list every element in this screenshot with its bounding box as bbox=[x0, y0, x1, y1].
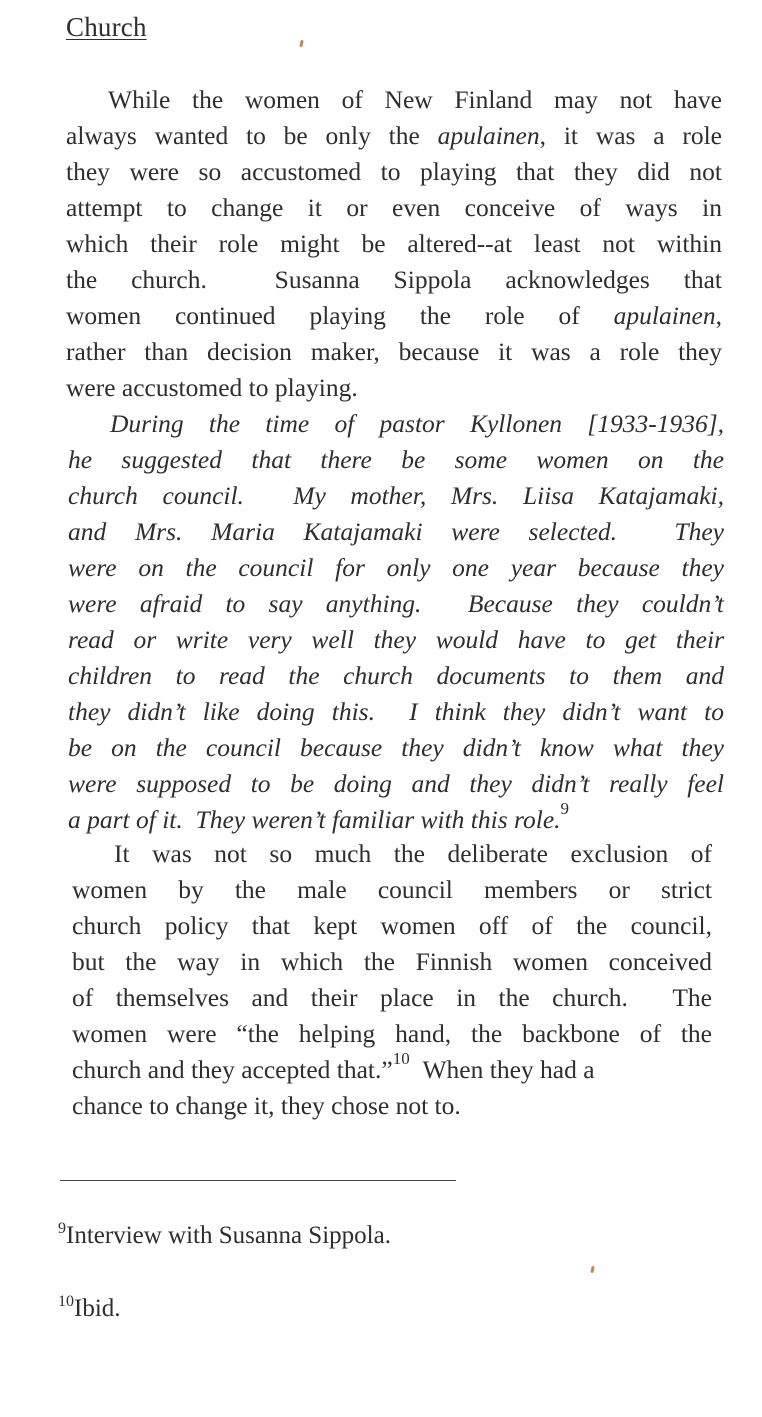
text-line: were accustomed to playing. bbox=[66, 373, 358, 402]
body-paragraph-1 bbox=[66, 82, 722, 406]
quote-line: were afraid to say anything. Because they couldn’t bbox=[68, 589, 724, 618]
footnote-9 bbox=[58, 1221, 391, 1251]
text-line: they were so accustomed to playing that they did not bbox=[66, 157, 722, 186]
quote-line: a part of it. They weren’t familiar with this role.$^9$ bbox=[68, 799, 570, 834]
text-line: attempt to change it or even conceive of ways in bbox=[66, 193, 722, 222]
text-line: but the way in which the Finnish women conceived bbox=[72, 947, 712, 976]
text-line: While the women of New Finland may not have bbox=[108, 85, 722, 114]
footnote-text: Interview with Susanna Sippola. bbox=[66, 1222, 391, 1249]
text-line: It was not so much the deliberate exclusion of bbox=[114, 839, 712, 868]
italic-term: apulainen bbox=[437, 121, 540, 150]
quote-line: be on the council because they didn’t know what they bbox=[68, 733, 724, 762]
quote-line: children to read the church documents to them and bbox=[68, 661, 724, 690]
footnote-10 bbox=[58, 1294, 121, 1324]
italic-term: apulainen bbox=[613, 301, 716, 330]
text-line: women by the male council members or strict bbox=[72, 875, 712, 904]
quote-line: church council. My mother, Mrs. Liisa Katajamaki, bbox=[68, 481, 724, 510]
text-line: the church. Susanna Sippola acknowledges that bbox=[66, 265, 722, 294]
footnote-text: Ibid. bbox=[74, 1295, 121, 1322]
text-line: which their role might be altered--at least not within bbox=[66, 229, 722, 258]
text-line: women were “the helping hand, the backbone of the bbox=[72, 1019, 712, 1048]
text-line: women continued playing the role of apulainen, bbox=[66, 301, 722, 330]
text-line: always wanted to be only the apulainen, it was a role bbox=[66, 121, 722, 150]
quote-line: they didn’t like doing this. I think they didn’t want to bbox=[68, 697, 724, 726]
text-line: of themselves and their place in the church. The bbox=[72, 983, 712, 1012]
paper-speck bbox=[299, 40, 303, 47]
quote-line: were supposed to be doing and they didn’t really feel bbox=[68, 769, 724, 798]
quote-line: were on the council for only one year because they bbox=[68, 553, 724, 582]
quote-line: During the time of pastor Kyllonen [1933-1936], bbox=[110, 409, 724, 438]
section-heading: Church bbox=[66, 12, 147, 42]
quote-line: and Mrs. Maria Katajamaki were selected. They bbox=[68, 517, 724, 546]
paper-speck bbox=[590, 1266, 594, 1273]
footnote-number: 9 bbox=[58, 1220, 66, 1237]
footnote-reference-10: 10 bbox=[392, 1049, 410, 1068]
text-line: rather than decision maker, because it was a role they bbox=[66, 337, 722, 366]
body-paragraph-2 bbox=[72, 836, 712, 1124]
footnote-separator bbox=[60, 1180, 456, 1181]
text-line: chance to change it, they chose not to. bbox=[72, 1091, 461, 1120]
footnote-reference-9: 9 bbox=[560, 799, 570, 818]
quote-line: he suggested that there be some women on the bbox=[68, 445, 724, 474]
footnote-number: 10 bbox=[58, 1293, 74, 1310]
quote-line: read or write very well they would have to get their bbox=[68, 625, 724, 654]
text-line: church policy that kept women off of the council, bbox=[72, 911, 712, 940]
text-line: church and they accepted that.”$^{10}$ When they had a bbox=[72, 1049, 595, 1084]
block-quote bbox=[68, 406, 724, 838]
